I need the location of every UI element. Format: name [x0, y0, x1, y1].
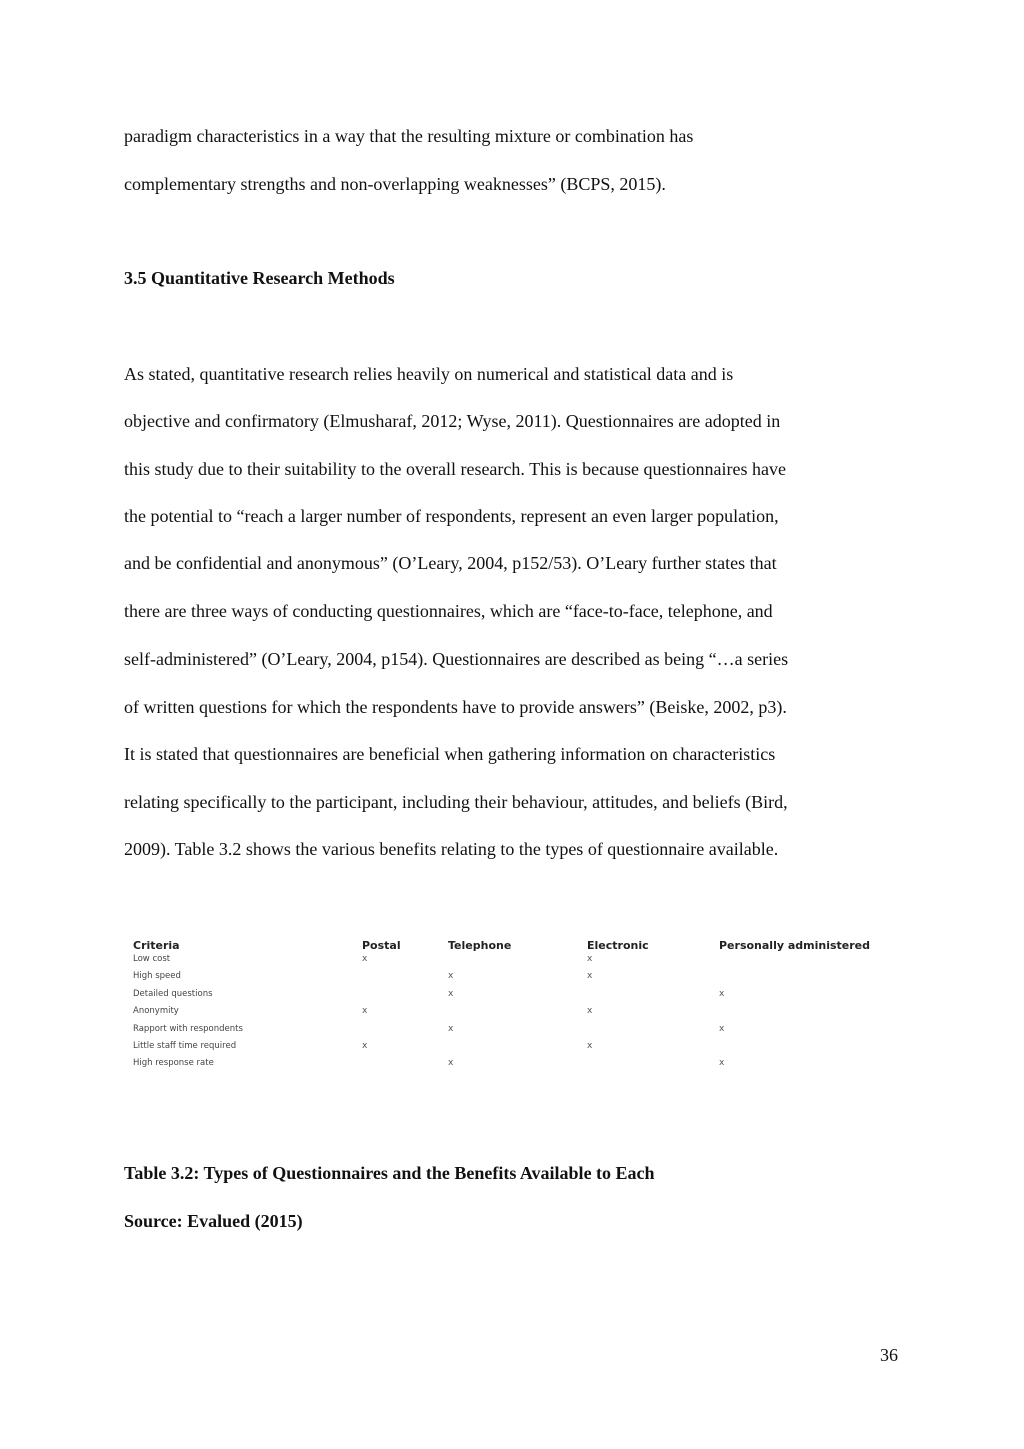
- personal-mark: x: [719, 988, 725, 999]
- postal-mark: x: [362, 954, 368, 964]
- electronic-mark: x: [587, 1006, 593, 1017]
- telephone-mark: x: [448, 1058, 454, 1069]
- table-row: [124, 1058, 884, 1075]
- postal-mark: x: [362, 1040, 368, 1051]
- table-row: [124, 1024, 884, 1041]
- paragraph-line: of written questions for which the respondents have to provide answers” (Beiske, 2002, p3).: [124, 697, 787, 717]
- paragraph-line: paradigm characteristics in a way that the resulting mixture or combination has: [124, 126, 694, 146]
- table-row: [124, 989, 884, 1006]
- table-header-row: [124, 930, 884, 954]
- electronic-mark: x: [587, 1040, 593, 1051]
- paragraph-line: and be confidential and anonymous” (O’Leary, 2004, p152/53). O’Leary further states that: [124, 553, 777, 573]
- header-telephone: Telephone: [448, 939, 512, 952]
- paragraph-line: the potential to “reach a larger number of respondents, represent an even larger population,: [124, 506, 779, 526]
- header-electronic: Electronic: [587, 939, 649, 952]
- telephone-mark: x: [448, 988, 454, 999]
- header-personally-administered: Personally administered: [719, 939, 871, 952]
- criteria-cell: Low cost: [133, 954, 171, 964]
- criteria-cell: High speed: [133, 971, 181, 982]
- table-row: [124, 1041, 884, 1058]
- personal-mark: x: [719, 1023, 725, 1034]
- page-number: 36: [880, 1345, 898, 1365]
- postal-mark: x: [362, 1006, 368, 1017]
- table-source: Source: Evalued (2015): [124, 1211, 303, 1231]
- header-criteria: Criteria: [133, 939, 180, 952]
- criteria-cell: Anonymity: [133, 1006, 179, 1017]
- paragraph-line: there are three ways of conducting questionnaires, which are “face-to-face, telephone, and: [124, 601, 773, 621]
- table-caption: Table 3.2: Types of Questionnaires and the Benefits Available to Each: [124, 1163, 655, 1183]
- paragraph-line: relating specifically to the participant, including their behaviour, attitudes, and beliefs (Bird,: [124, 792, 788, 812]
- table-row: [124, 954, 884, 971]
- criteria-cell: Detailed questions: [133, 988, 213, 999]
- paragraph-line: 2009). Table 3.2 shows the various benefits relating to the types of questionnaire available.: [124, 839, 779, 859]
- paragraph-line: As stated, quantitative research relies heavily on numerical and statistical data and is: [124, 364, 734, 384]
- section-heading: 3.5 Quantitative Research Methods: [124, 268, 395, 288]
- header-postal: Postal: [362, 939, 401, 952]
- paragraph-line: objective and confirmatory (Elmusharaf, 2012; Wyse, 2011). Questionnaires are adopted in: [124, 411, 781, 431]
- telephone-mark: x: [448, 1023, 454, 1034]
- paragraph-line: It is stated that questionnaires are beneficial when gathering information on characteristics: [124, 744, 776, 764]
- paragraph-line: complementary strengths and non-overlapping weaknesses” (BCPS, 2015).: [124, 174, 666, 194]
- table-row: [124, 1006, 884, 1023]
- electronic-mark: x: [587, 971, 593, 982]
- criteria-cell: Rapport with respondents: [133, 1023, 243, 1034]
- criteria-cell: High response rate: [133, 1058, 214, 1069]
- paragraph-line: self-administered” (O’Leary, 2004, p154). Questionnaires are described as being “…a series: [124, 649, 789, 669]
- criteria-cell: Little staff time required: [133, 1040, 237, 1051]
- electronic-mark: x: [587, 954, 593, 964]
- paragraph-line: this study due to their suitability to the overall research. This is because questionnaires have: [124, 459, 787, 479]
- table-row: [124, 971, 884, 988]
- personal-mark: x: [719, 1058, 725, 1069]
- questionnaire-benefits-table: [124, 930, 884, 1076]
- telephone-mark: x: [448, 971, 454, 982]
